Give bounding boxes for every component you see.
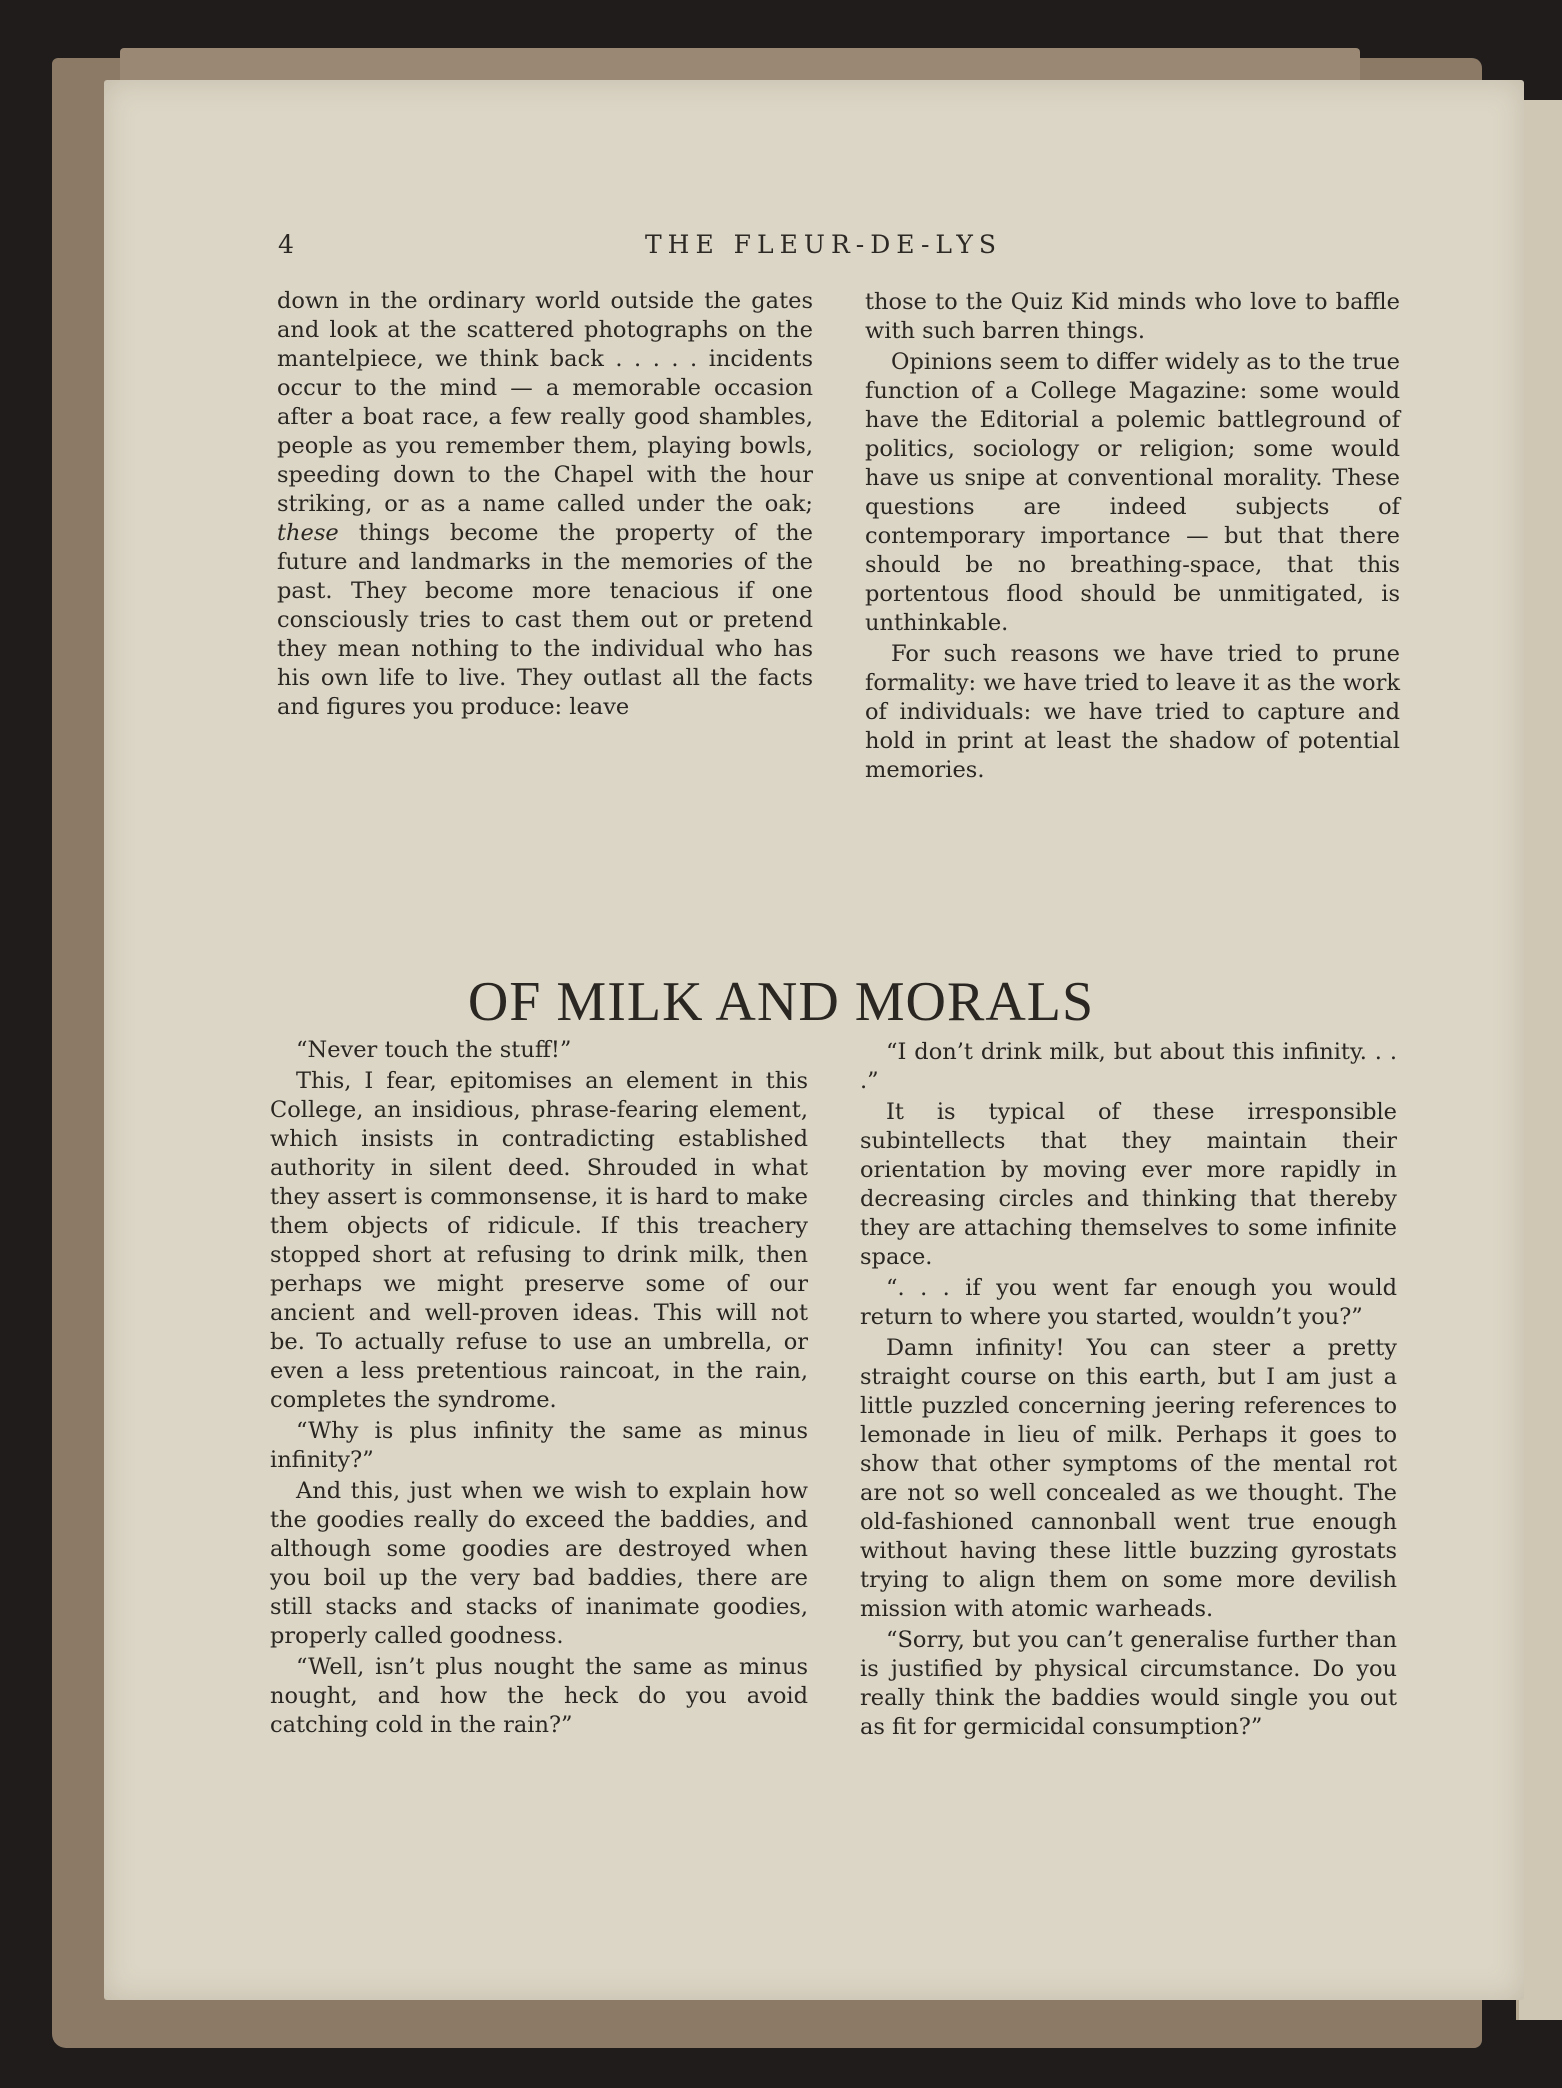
paragraph: This, I fear, epitomises an element in this College, an insidious, phrase-fearing element, which insists in contradicting established authority in silent deed. Shrouded in what they assert is commonsense, it is hard to make them objects of ridicule. If this treachery stopped short at refusing to drink milk, then perhaps we might preserve some of our ancient and well-proven ideas. This will not be. To actually refuse to use an umbrella, or even a less pretentious raincoat, in the rain, completes the syndrome. (270, 1068, 808, 1413)
paragraph: “. . . if you went far enough you would return to where you started, wouldn’t you?” (860, 1275, 1397, 1330)
paragraph: “Why is plus infinity the same as minus infinity?” (270, 1418, 808, 1473)
article-left-column (270, 1036, 808, 1742)
paragraph: Damn infinity! You can steer a pretty straight course on this earth, but I am just a little puzzled concerning jeering references to lemonade in lieu of milk. Perhaps it goes to show that other symptoms of the mental rot are not so well concealed as we thought. The old-fashioned cannonball went true enough without having these little buzzing gyrostats trying to align them on some more devilish mission with atomic warheads. (860, 1335, 1397, 1622)
paragraph: those to the Quiz Kid minds who love to baffle with such barren things. (865, 289, 1400, 344)
editorial-right-column (865, 288, 1400, 787)
running-header (0, 230, 1562, 260)
article-right-column (860, 1038, 1397, 1744)
paragraph: “I don’t drink milk, but about this infinity. . . .” (860, 1039, 1397, 1094)
paragraph: For such reasons we have tried to prune formality: we have tried to leave it as the work of individuals: we have tried to capture and hold in print at least the shadow of potential memories. (865, 641, 1400, 783)
page-number: 4 (278, 230, 295, 259)
paragraph: Opinions seem to differ widely as to the true function of a College Magazine: some would have the Editorial a polemic battleground of politics, sociology or religion; some would have us snipe at conventional morality. These questions are indeed subjects of contemporary importance — but that there should be no breathing-space, that this portentous flood should be unmitigated, is unthinkable. (865, 349, 1400, 636)
paragraph: “Well, isn’t plus nought the same as minus nought, and how the heck do you avoid catching cold in the rain?” (270, 1654, 808, 1738)
paragraph: down in the ordinary world outside the gates and look at the scattered photographs on the mantelpiece, we think back . . . . . incidents occur to the mind — a memorable occasion after a boat race, a few really good shambles, people as you remember them, playing bowls, speeding down to the Chapel with the hour striking, or as a name called under the oak; these things become the property of the future and landmarks in the memories of the past. They become more tenacious if one consciously tries to cast them out or pretend they mean nothing to the individual who has his own life to live. They outlast all the facts and figures you produce: leave (277, 288, 813, 720)
paragraph: It is typical of these irresponsible subintellects that they maintain their orientation by moving ever more rapidly in decreasing circles and thinking that thereby they are attaching themselves to some infinite space. (860, 1099, 1397, 1270)
paragraph: “Sorry, but you can’t generalise further than is justified by physical circumstance. Do you really think the baddies would single you out as fit for germicidal consumption?” (860, 1627, 1397, 1740)
article-title: OF MILK AND MORALS (467, 971, 1095, 1033)
paragraph: And this, just when we wish to explain how the goodies really do exceed the baddies, and although some goodies are destroyed when you boil up the very bad baddies, there are still stacks and stacks of inanimate goodies, properly called goodness. (270, 1478, 808, 1649)
editorial-left-column (277, 287, 813, 724)
paragraph: “Never touch the stuff!” (296, 1037, 572, 1063)
journal-title: THE FLEUR-DE-LYS (645, 230, 1003, 259)
